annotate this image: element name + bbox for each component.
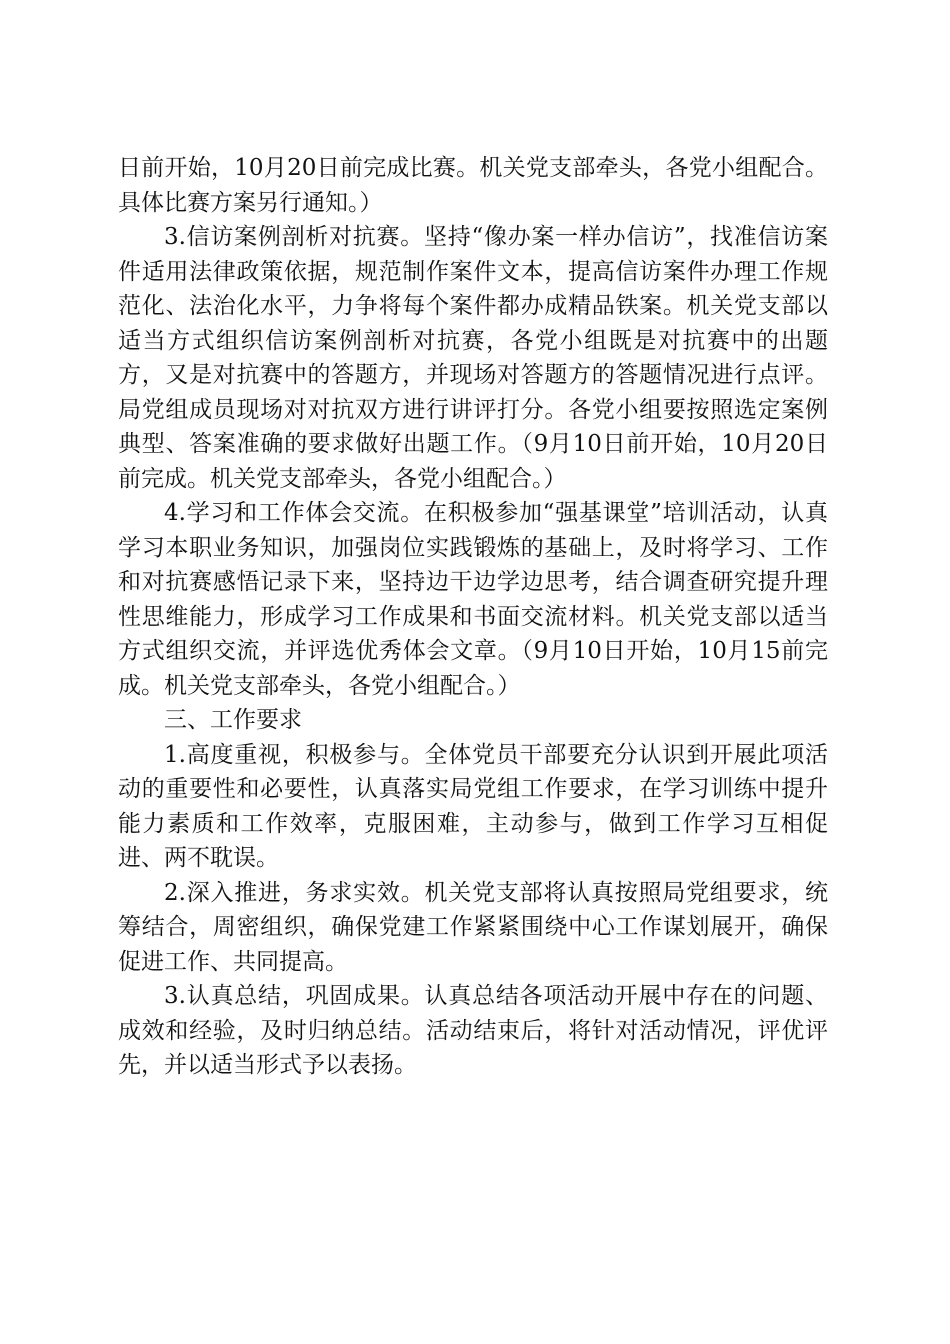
section-heading-work-requirements: 三、工作要求 [164, 707, 302, 733]
document-page [118, 151, 828, 1083]
requirement-item-2: 2.深入推进，务求实效。机关党支部将认真按照局党组要求，统筹结合，周密组织，确保党建工作紧紧围绕中心工作谋划展开，确保促进工作、共同提高。 [118, 879, 828, 975]
paragraph-experience-exchange: 4.学习和工作体会交流。在积极参加“强基课堂”培训活动，认真学习本职业务知识，加强岗位实践锻炼的基础上，及时将学习、工作和对抗赛感悟记录下来，坚持边干边学边思考，结合调查研究提升理性思维能力，形成学习工作成果和书面交流材料。机关党支部以适当方式组织交流，并评选优秀体会文章。（9月10日开始，10月15前完成。机关党支部牵头，各党小组配合。） [118, 500, 828, 699]
requirement-item-3: 3.认真总结，巩固成果。认真总结各项活动开展中存在的问题、成效和经验，及时归纳总结。活动结束后，将针对活动情况，评优评先，并以适当形式予以表扬。 [118, 983, 828, 1078]
requirement-item-1: 1.高度重视，积极参与。全体党员干部要充分认识到开展此项活动的重要性和必要性，认真落实局党组工作要求，在学习训练中提升能力素质和工作效率，克服困难，主动参与，做到工作学习互相促进、两不耽误。 [118, 741, 828, 871]
paragraph-case-analysis-contest: 3.信访案例剖析对抗赛。坚持“像办案一样办信访”，找准信访案件适用法律政策依据，规范制作案件文本，提高信访案件办理工作规范化、法治化水平，力争将每个案件都办成精品铁案。机关党支部以适当方式组织信访案例剖析对抗赛，各党小组既是对抗赛中的出题方，又是对抗赛中的答题方，并现场对答题方的答题情况进行点评。局党组成员现场对对抗双方进行讲评打分。各党小组要按照选定案例典型、答案准确的要求做好出题工作。（9月10日前开始，10月20日前完成。机关党支部牵头，各党小组配合。） [118, 224, 828, 492]
paragraph-continuation: 日前开始，10月20日前完成比赛。机关党支部牵头，各党小组配合。具体比赛方案另行通知。） [118, 155, 828, 216]
